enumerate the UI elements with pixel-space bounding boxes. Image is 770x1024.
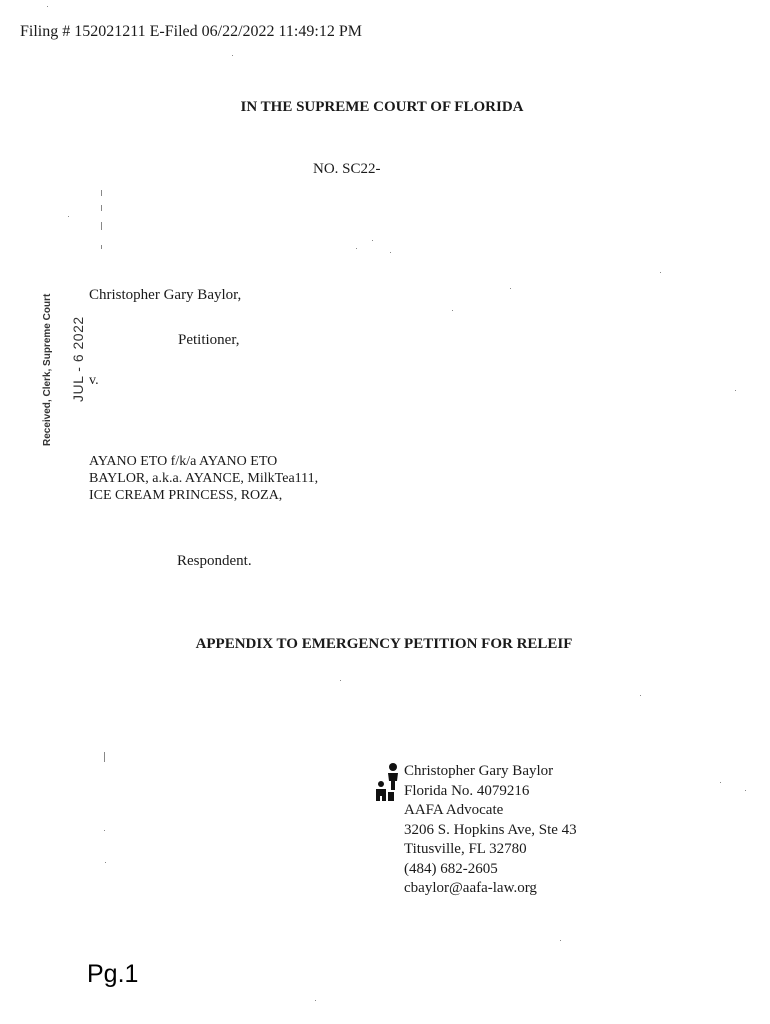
respondent-line: AYANO ETO f/k/a AYANO ETO <box>89 454 278 469</box>
signature-block <box>404 762 577 899</box>
case-number: NO. SC22- <box>313 161 381 177</box>
petitioner-name: Christopher Gary Baylor, <box>89 287 242 303</box>
petitioner-role: Petitioner, <box>178 332 240 348</box>
address-line-2: Titusville, FL 32780 <box>404 841 527 857</box>
phone: (484) 682-2605 <box>404 860 498 877</box>
family-figures-icon <box>372 762 402 802</box>
signer-name: Christopher Gary Baylor <box>404 763 554 779</box>
filing-stamp: Filing # 152021211 E-Filed 06/22/2022 11:49:12 PM <box>20 23 362 40</box>
received-date-stamp: JUL - 6 2022 <box>70 316 86 402</box>
respondent-line: ICE CREAM PRINCESS, ROZA, <box>89 488 283 503</box>
versus-label: v. <box>89 373 99 388</box>
respondent-role: Respondent. <box>177 553 252 569</box>
document-title: APPENDIX TO EMERGENCY PETITION FOR RELEIF <box>195 636 573 652</box>
page-number: Pg.1 <box>87 960 139 988</box>
received-clerk-stamp: Received, Clerk, Supreme Court <box>42 293 53 446</box>
respondent-line: BAYLOR, a.k.a. AYANCE, MilkTea111, <box>89 471 319 486</box>
address-line-1: 3206 S. Hopkins Ave, Ste 43 <box>404 821 577 838</box>
court-heading: IN THE SUPREME COURT OF FLORIDA <box>240 99 524 115</box>
organization: AAFA Advocate <box>404 802 504 818</box>
bar-number: Florida No. 4079216 <box>404 782 530 799</box>
email-link[interactable]: cbaylor@aafa-law.org <box>404 880 537 896</box>
respondent-names <box>89 453 318 504</box>
